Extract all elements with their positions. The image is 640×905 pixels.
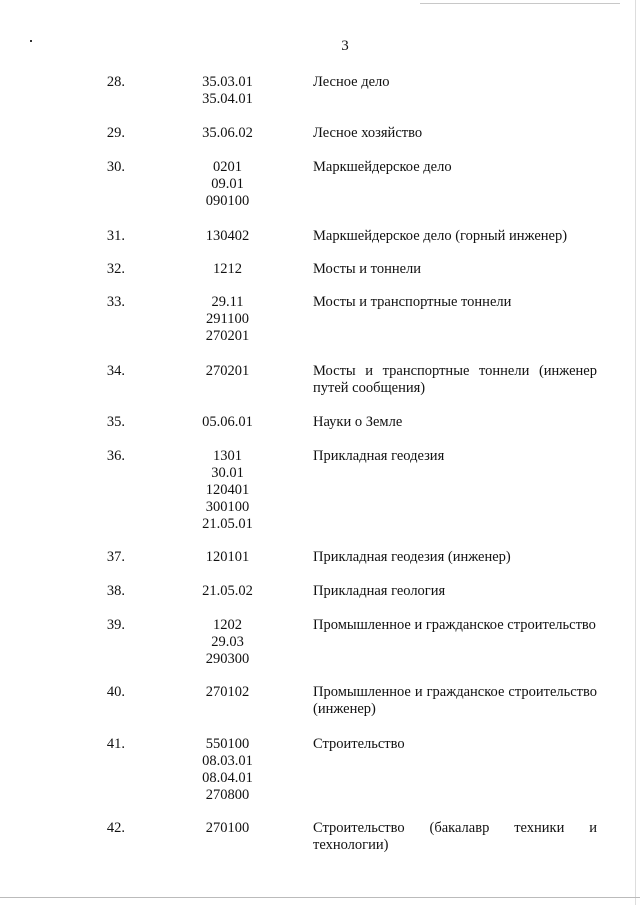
specialty-name: Мосты и тоннели xyxy=(313,261,422,277)
specialty-code: 35.06.02 xyxy=(202,125,253,141)
scan-artifact-bottom-line xyxy=(0,897,640,898)
specialty-name: Маркшейдерское дело (горный инженер) xyxy=(313,228,568,244)
row-codes xyxy=(185,736,270,804)
row-number: 39. xyxy=(106,617,125,633)
row-number: 40. xyxy=(106,684,125,700)
specialty-code: 21.05.02 xyxy=(202,583,253,599)
specialty-code: 29.03 xyxy=(211,634,244,650)
row-number: 28. xyxy=(106,74,125,90)
specialty-name: Прикладная геология xyxy=(313,583,446,599)
specialty-code: 08.04.01 xyxy=(202,770,253,786)
row-number: 42. xyxy=(106,820,125,836)
specialty-code: 08.03.01 xyxy=(202,753,253,769)
specialty-name: Промышленное и гражданское строительство xyxy=(313,617,596,633)
specialty-name: Мосты и транспортные тоннели (инженер путей сообщения) xyxy=(313,363,597,396)
row-codes xyxy=(185,363,270,380)
page-number: 3 xyxy=(341,38,349,54)
specialty-name: Прикладная геодезия (инженер) xyxy=(313,549,511,565)
row-codes xyxy=(185,583,270,600)
row-number: 37. xyxy=(106,549,125,565)
row-number: 30. xyxy=(106,159,125,175)
row-number: 38. xyxy=(106,583,125,599)
specialty-name: Промышленное и гражданское строительство (инженер) xyxy=(313,684,597,717)
row-number: 33. xyxy=(106,294,125,310)
row-codes xyxy=(185,549,270,566)
specialty-name: Мосты и транспортные тоннели xyxy=(313,294,512,310)
specialty-code: 270800 xyxy=(205,787,250,803)
specialty-name: Лесное хозяйство xyxy=(313,125,423,141)
specialty-code: 270100 xyxy=(205,820,250,836)
specialty-code: 120401 xyxy=(205,482,250,498)
specialty-code: 291100 xyxy=(206,311,249,327)
scan-artifact-top-line xyxy=(420,3,620,4)
row-codes xyxy=(185,261,270,278)
scan-artifact-right-edge xyxy=(635,0,636,905)
specialty-code: 30.01 xyxy=(211,465,244,481)
specialty-code: 130402 xyxy=(205,228,250,244)
row-number: 35. xyxy=(106,414,125,430)
specialty-name: Прикладная геодезия xyxy=(313,448,445,464)
specialty-code: 1301 xyxy=(213,448,242,464)
specialty-code: 0201 xyxy=(213,159,242,175)
specialty-name: Лесное дело xyxy=(313,74,390,90)
specialty-name: Науки о Земле xyxy=(313,414,403,430)
specialty-code: 35.04.01 xyxy=(202,91,253,107)
specialty-code: 21.05.01 xyxy=(202,516,253,532)
specialty-code: 300100 xyxy=(205,499,250,515)
specialty-name: Маркшейдерское дело xyxy=(313,159,452,175)
row-number: 41. xyxy=(106,736,125,752)
row-codes xyxy=(185,414,270,431)
row-number: 36. xyxy=(106,448,125,464)
row-codes xyxy=(185,228,270,245)
row-codes xyxy=(185,684,270,701)
row-number: 29. xyxy=(106,125,125,141)
specialty-code: 05.06.01 xyxy=(202,414,253,430)
row-number: 32. xyxy=(106,261,125,277)
specialty-code: 35.03.01 xyxy=(202,74,253,90)
specialty-code: 270201 xyxy=(205,328,250,344)
specialty-code: 1202 xyxy=(213,617,242,633)
specialty-code: 270102 xyxy=(205,684,250,700)
specialty-code: 09.01 xyxy=(211,176,244,192)
row-codes xyxy=(185,159,270,210)
specialty-code: 550100 xyxy=(205,736,250,752)
specialty-code: 1212 xyxy=(213,261,242,277)
row-codes xyxy=(185,294,270,345)
row-codes xyxy=(185,125,270,142)
row-codes xyxy=(185,617,270,668)
row-number: 31. xyxy=(106,228,125,244)
specialty-code: 120101 xyxy=(205,549,250,565)
specialty-name: Строительство xyxy=(313,736,405,752)
specialty-code: 270201 xyxy=(205,363,250,379)
row-number: 34. xyxy=(106,363,125,379)
scan-artifact-mark xyxy=(30,40,32,42)
specialty-code: 290300 xyxy=(205,651,250,667)
specialty-code: 29.11 xyxy=(211,294,244,310)
row-codes xyxy=(185,448,270,533)
row-codes xyxy=(185,74,270,108)
specialty-code: 090100 xyxy=(205,193,250,209)
specialty-name: Строительство (бакалавр техники и технологии) xyxy=(313,820,597,853)
row-codes xyxy=(185,820,270,837)
